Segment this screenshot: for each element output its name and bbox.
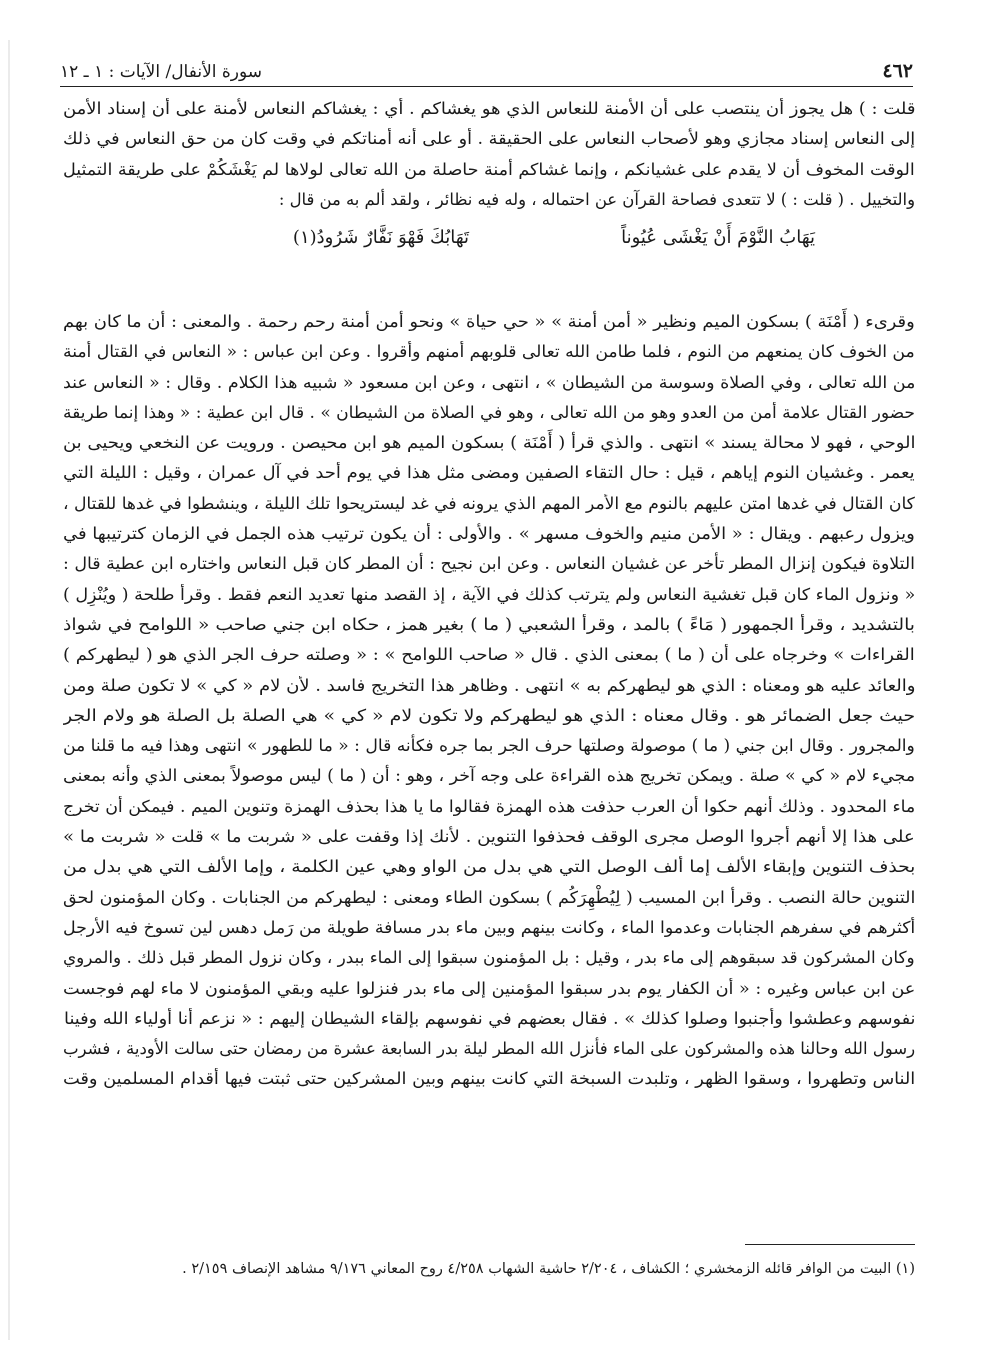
text-line: حيث جعل الضمائر هو . وقال معناه : الذي هو ليطهركم ولا تكون لام « كي » هي الصلة بل الصلة هو ولام الجر — [63, 705, 915, 725]
text-line: أكثرهم في سفرهم الجنابات وعدموا الماء ، وكانت بينهم وبين ماء بدر مسافة طويلة من رَمل دهس لين تسوخ فيه الأرجل — [63, 917, 915, 937]
running-header — [60, 56, 913, 87]
text-line — [63, 1186, 915, 1216]
text-line: مجيء لام « كي » صلة . ويمكن تخريج هذه القراءة على وجه آخر ، وهو : أن ( ما ) ليس موصولاً بمعنى الذي وأنه بمعنى — [63, 766, 915, 786]
text-line: من الله تعالى ، وفي الصلاة وسوسة من الشيطان » ، انتهى ، وعن ابن مسعود « شبيه هذا الكلام . وقال : « النعاس عند — [63, 372, 915, 392]
text-line: الوقت المخوف أن لا يقدم على غشيانكم ، وإنما غشاكم أمنة حاصلة من الله تعالى لولاها لم يَغْشَكُمْ على طريقة التمثيل — [63, 159, 915, 179]
verse-hemistich-second: تَهَابُكَ فَهْوَ نَفَّارٌ شَرُودُ(١) — [292, 227, 469, 249]
text-line: على هذا إلا أنهم أجروا الوصل مجرى الوقف فحذفوا التنوين . لأنك إذا وقفت على « شربت ما » قلت « شربت ما » — [63, 827, 915, 847]
text-line: وكان المشركون قد سبقوهم إلى ماء بدر ، وقيل : بل المؤمنون سبقوا إلى الماء ببدر ، وكان نزول المطر قبل ذلك . والمروي — [63, 948, 915, 968]
text-line: والعائد عليه هو ومعناه : الذي هو ليطهركم به » انتهى . وظاهر هذا التخريج فاسد . لأن لام « كي » لا تكون صلة ومن — [63, 675, 915, 695]
footnote: (١) البيت من الوافر قائله الزمخشري ؛ الكشاف ، ٢/٢٠٤ حاشية الشهاب ٤/٢٥٨ روح المعاني ٩/١٧٦ مشاهد الإنصاف ٢/١٥٩ . — [182, 1261, 915, 1277]
header-title: سورة الأنفال/ الآيات : ١ ـ ١٢ — [60, 62, 263, 82]
text-line: الناس وتطهروا ، وسقوا الظهر ، وتلبدت السبخة التي كانت بينهم وبين المشركين حتى ثبتت فيها أقدام المسلمين وقت — [63, 1069, 915, 1089]
text-line — [63, 1095, 915, 1125]
text-line: والتخييل . ( قلت : ) لا تتعدى فصاحة القرآن عن احتماله ، وله فيه نظائر ، ولقد ألم به من قال : — [278, 189, 915, 209]
text-line: بالتشديد ، وقرأ الجمهور ( مَاءً ) بالمد ، وقرأ الشعبي ( ما ) بغير همز ، حكاه ابن جني صاحب « اللوامح في شواذ — [63, 614, 915, 634]
text-line: ويزول رعبهم . ويقال : « الأمن منيم والخوف مسهر » . والأولى : أن يكون ترتيب هذه الجمل في الزمان كترتيبها في — [63, 524, 915, 544]
main-paragraph — [63, 307, 915, 1216]
text-line: قلت : ) هل يجوز أن ينتصب على أن الأمنة للنعاس الذي هو يغشاكم . أي : يغشاكم النعاس لأمنة على أن إسناد الأمن — [63, 99, 915, 118]
text-line: وقرىء ( أَمْنَة ) بسكون الميم ونظير « أمن أمنة » « حي حياة » ونحو أمن أمنة رحم رحمة . والمعنى : أن ما كان بهم — [63, 312, 915, 331]
text-line: يعمر . وغشيان النوم إياهم ، قيل : حال التقاء الصفين ومضى مثل هذا في يوم أحد في آل عمران ، وقيل : الليلة التي — [63, 463, 915, 483]
text-line: بحذف التنوين وإبقاء الألف إما ألف الوصل التي هي بدل من الواو وهي عين الكلمة ، وإما الألف التي هي بدل من — [63, 857, 915, 877]
text-line: من الخوف كان يمنعهم من النوم ، فلما طامن الله تعالى قلوبهم أمنهم وأقروا . وعن ابن عباس : « النعاس في القتال أمنة — [63, 342, 915, 362]
poetry-verse — [63, 215, 915, 261]
text-line: رسول الله وحالنا هذه والمشركون على الماء فأنزل الله المطر ليلة بدر السابعة عشرة من رمضان حتى سالت الأودية ، فشرب — [63, 1039, 915, 1059]
text-line: كان القتال في غدها امتن عليهم بالنوم مع الأمر المهم الذي يرونه في غد ليستريحوا تلك الليلة ، وينشطوا في غدها للقتال ، — [63, 493, 915, 513]
text-line: والمجرور . وقال ابن جني ( ما ) موصولة وصلتها حرف الجر بما جره فكأنه قال : « ما للطهور » انتهى وهذا فيه ما قلنا من — [63, 736, 915, 756]
text-line: إلى النعاس إسناد مجازي وهو لأصحاب النعاس على الحقيقة . أو على أنه أمناتكم في وقت كان من حق النعاس في ذلك — [63, 129, 915, 149]
top-paragraph — [63, 94, 915, 261]
page-number: ٤٦٢ — [882, 60, 913, 82]
text-line: الوحي ، فهو لا محالة يسند » انتهى . والذي قرأ ( أَمْنَة ) بسكون الميم هو ابن محيصن . ورويت عن النخعي ويحيى بن — [63, 433, 915, 453]
text-line — [63, 1125, 915, 1155]
verse-hemistich-first: يَهَابُ النَّوْمَ أَنْ يَغْشَى عُيُوناً — [621, 227, 815, 249]
text-line: حضور القتال علامة أمن من العدو وهو من الله تعالى ، وهو في الصلاة من الشيطان » . قال ابن عطية : « وهذا إنما طريقة — [63, 402, 915, 422]
text-line: التلاوة فيكون إنزال المطر تأخر عن غشيان النعاس . وعن ابن نجيح : أن المطر كان قبل النعاس واختاره ابن عطية قال : — [63, 554, 915, 574]
text-line: التنوين حالة النصب . وقرأ ابن المسيب ( لِيُطْهِرَكُم ) بسكون الطاء ومعنى : ليطهركم من الجنابات . وكان المؤمنون لحق — [63, 887, 915, 907]
text-line: نفوسهم وعطشوا وأجنبوا وصلوا كذلك » . فقال بعضهم في نفوسهم بإلقاء الشيطان إليهم : « نزعم أنا أولياء الله وفينا — [63, 1008, 915, 1028]
footnote-separator — [745, 1244, 915, 1245]
scan-edge-shadow — [8, 40, 10, 1340]
text-line: ماء المحدود . وذلك أنهم حكوا أن العرب حذفت هذه الهمزة فقالوا ما يا هذا بحذف الهمزة وتنوين الميم . فيمكن أن تخرج — [63, 796, 915, 816]
text-line — [63, 1155, 915, 1185]
text-line: عن ابن عباس وغيره : « أن الكفار يوم بدر سبقوا المؤمنين إلى ماء بدر فنزلوا عليه وبقي المؤمنون لا ماء لهم فوجست — [63, 978, 915, 998]
text-line: القراءات » وخرجاه على أن ( ما ) بمعنى الذي . قال « صاحب اللوامح » : « وصلته حرف الجر الذي هو ( ليطهركم ) — [63, 645, 915, 665]
text-line: « ونزول الماء كان قبل تغشية النعاس ولم يترتب كذلك في الآية ، إذ القصد منها تعديد النعم فقط . وقرأ طلحة ( ويُنْزِل ) — [63, 584, 915, 604]
